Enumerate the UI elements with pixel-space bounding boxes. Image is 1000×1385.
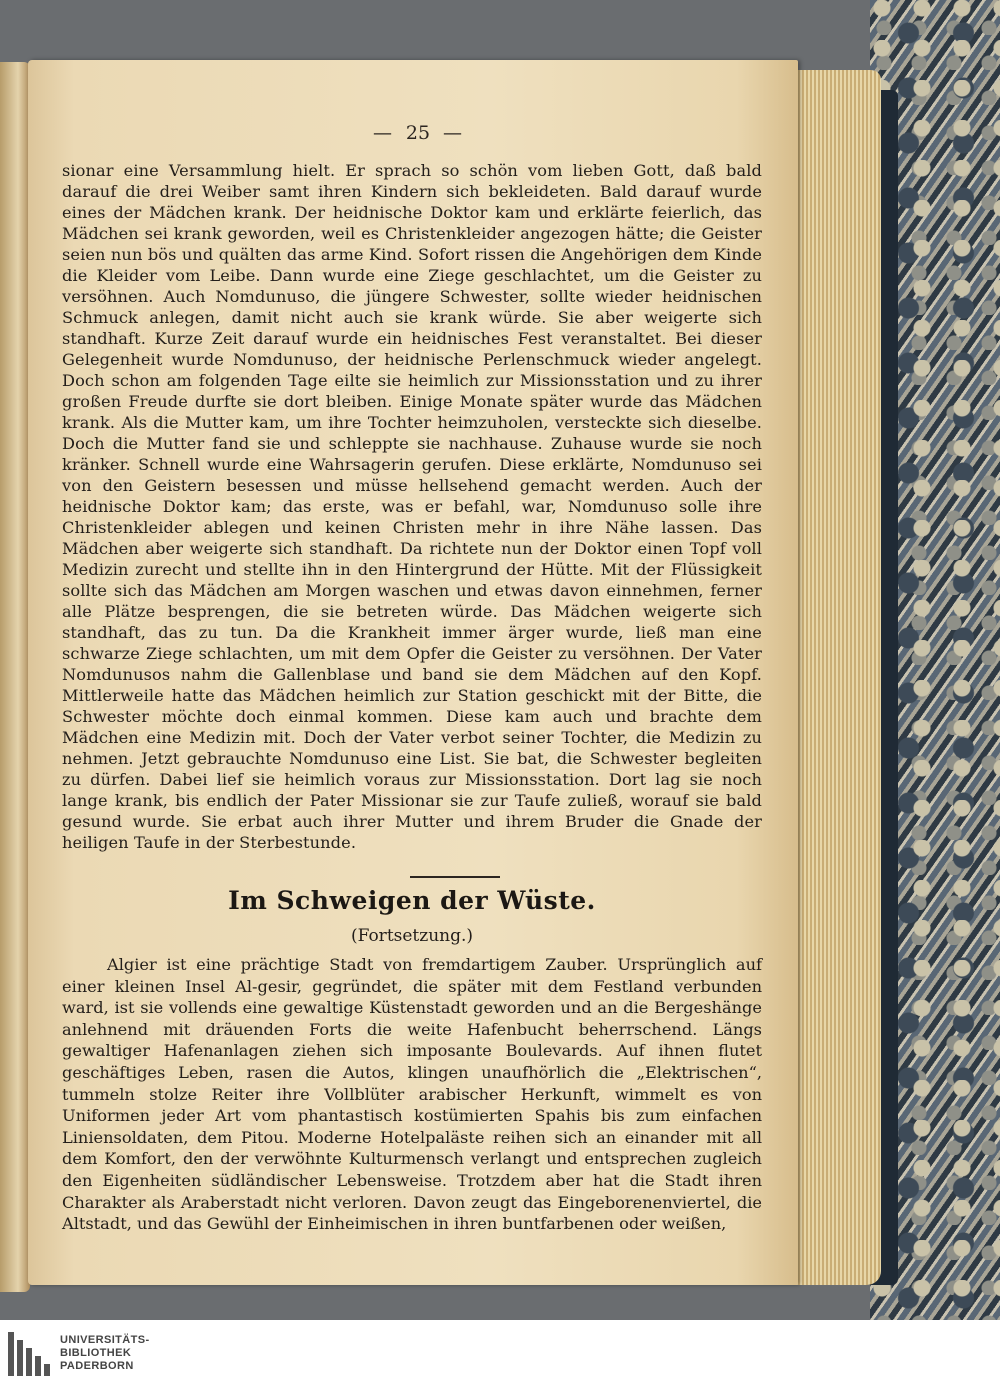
page-number: 25 xyxy=(405,122,431,144)
paragraph: Algier ist eine prächtige Stadt von fremdartigem Zauber. Ursprünglich auf einer kleinen Insel Al-gesir, gegründet, die später mit dem Festland verbunden ward, ist sie vollends eine gewaltige Küstenstadt geworden und an die Bergeshänge anlehnend mit dräuenden Forts die weite Hafenbucht beherrschend. Längs gewaltiger Hafenanlagen ziehen sich imposante Boulevards. Auf ihnen flutet geschäftiges Leben, rasen die Autos, klingen unaufhörlich die „Elektrischen“, tummeln stolze Reiter ihre Vollblüter arabischer Herkunft, wimmelt es von Uniformen jeder Art vom phantastisch kostümierten Spahis bis zum einfachen Liniensoldaten, dem Pitou. Moderne Hotelpaläste reihen sich an einander mit all dem Komfort, den der verwöhnte Kulturmensch verlangt und entsprechen zugleich den Eigenheiten südländischer Lebensweise. Trotzdem aber hat die Stadt ihren Charakter als Araberstadt nicht verloren. Davon zeugt das Eingeborenenviertel, die Altstadt, und das Gewühl der Einheimischen in ihren buntfarbenen oder weißen, xyxy=(62,955,762,1234)
page-stack-edge xyxy=(786,70,881,1285)
page-number-dash-right: — xyxy=(443,122,462,144)
left-page-edge xyxy=(0,62,30,1292)
book-page xyxy=(28,60,798,1285)
paragraph: sionar eine Versammlung hielt. Er sprach so schön vom lieben Gott, daß bald darauf die drei Weiber samt ihren Kindern sich bekleideten. Bald darauf wurde eines der Mädchen krank. Der heidnische Doktor kam und erklärte feierlich, das Mädchen sei krank geworden, weil es Christenkleider angezogen hätte; die Geister seien nun bös und quälten das arme Kind. Sofort rissen die Angehörigen dem Kinde die Kleider vom Leibe. Dann wurde eine Ziege geschlachtet, um die Geister zu versöhnen. Auch Nomdunuso, die jüngere Schwester, sollte wieder heidnischen Schmuck anlegen, damit nicht auch sie krank würde. Sie aber weigerte sich standhaft. Kurze Zeit darauf wurde ein heidnisches Fest veranstaltet. Bei dieser Gelegenheit wurde Nomdunuso, der heidnische Perlenschmuck wieder angelegt. Doch schon am folgenden Tage eilte sie heimlich zur Missionsstation und zu ihrer großen Freude durfte sie dort bleiben. Einige Monate später wurde das Mädchen krank. Als die Mutter kam, um ihre Tochter heimzuholen, versteckte sich dieselbe. Doch die Mutter fand sie und schleppte sie nachhause. Zuhause wurde sie noch kränker. Schnell wurde eine Wahrsagerin gerufen. Diese erklärte, Nomdunuso sei von den Geistern besessen und müsse hellsehend gemacht werden. Auch der heidnische Doktor kam; das erste, was er befahl, war, Nomdunuso solle ihre Christenkleider ablegen und keinen Christen mehr in ihre Nähe lassen. Das Mädchen aber weigerte sich standhaft. Da richtete nun der Doktor einen Topf voll Medizin zurecht und stellte ihn in den Hintergrund der Hütte. Mit der Flüssigkeit sollte sich das Mädchen am Morgen waschen und etwas davon einnehmen, ferner alle Plätze besprengen, die sie betreten würde. Das Mädchen weigerte sich standhaft, das zu tun. Da die Krankheit immer ärger wurde, ließ man eine schwarze Ziege schlachten, um mit dem Opfer die Geister zu versöhnen. Der Vater Nomdunusos nahm die Gallenblase und band sie dem Mädchen auf den Kopf. Mittlerweile hatte das Mädchen heimlich zur Station geschickt mit der Bitte, die Schwester möchte doch einmal kommen. Diese kam auch und brachte dem Mädchen eine Medizin mit. Doch der Vater verbot seiner Tochter, die Medizin zu nehmen. Jetzt gebrauchte Nomdunuso eine List. Sie bat, die Schwester begleiten zu dürfen. Dabei lief sie heimlich voraus zur Missionsstation. Dort lag sie noch lange krank, bis endlich der Pater Missionar sie zur Taufe zuließ, worauf sie bald gesund wurde. Sie erbat auch ihrer Mutter und ihrem Bruder die Gnade der heiligen Taufe in der Sterbestunde. xyxy=(62,161,762,852)
library-name-line: PADERBORN xyxy=(60,1360,134,1372)
article-body-continued xyxy=(62,160,762,853)
section-divider xyxy=(410,876,500,878)
footer xyxy=(0,1320,1000,1385)
library-name-line: BIBLIOTHEK xyxy=(60,1347,132,1359)
library-name xyxy=(60,1334,150,1373)
library-logo-icon xyxy=(8,1332,52,1376)
page-number-dash-left: — xyxy=(373,122,392,144)
library-name-line: UNIVERSITÄTS- xyxy=(60,1334,150,1346)
article-body xyxy=(62,954,762,1235)
article-subtitle: (Fortsetzung.) xyxy=(350,926,474,946)
article-title: Im Schweigen der Wüste. xyxy=(228,886,596,915)
